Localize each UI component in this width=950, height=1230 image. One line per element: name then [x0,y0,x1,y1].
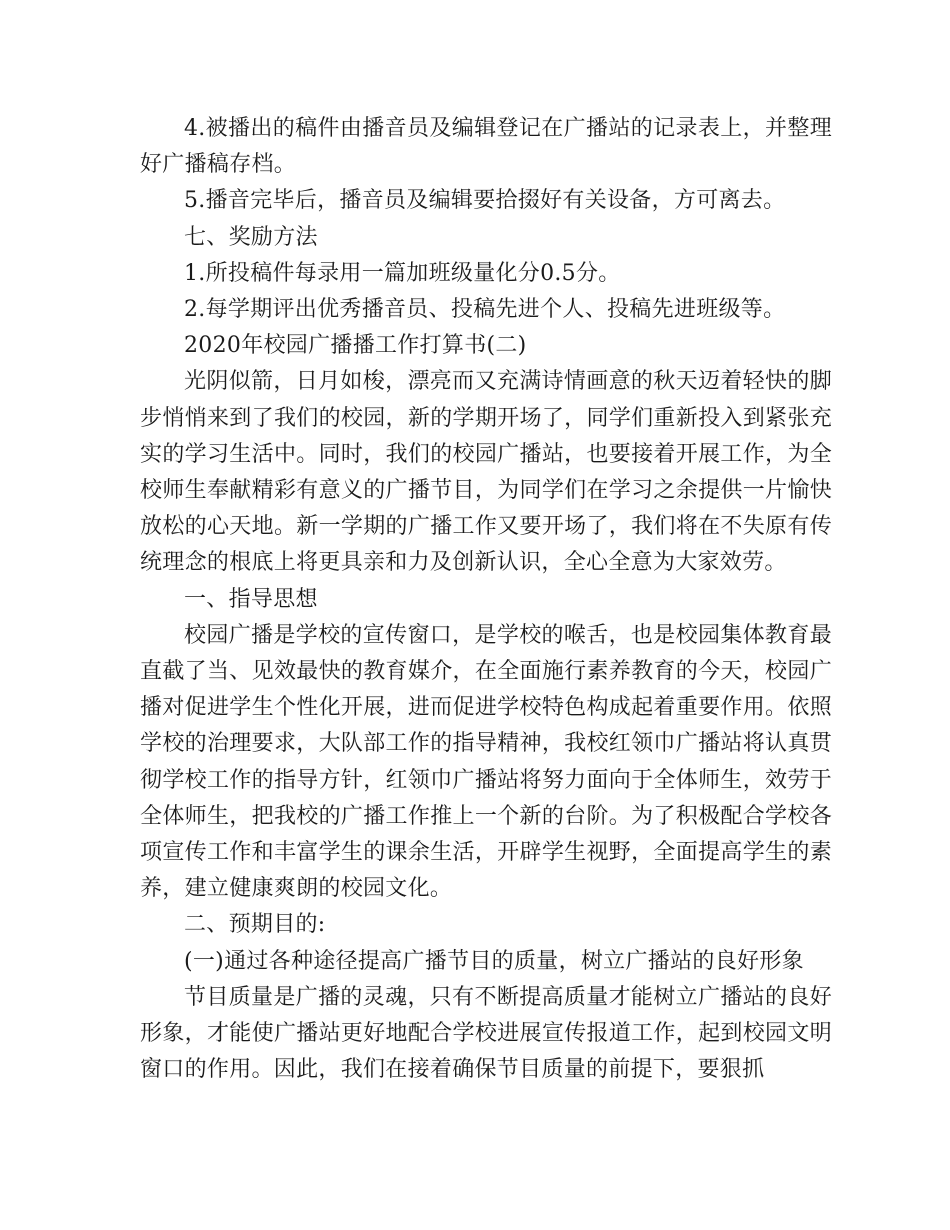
section-heading-guiding-thought: 一、指导思想 [184,586,318,612]
subsection-heading-quality: (一)通过各种途径提高广播节目的质量，树立广播站的良好形象 [184,948,804,974]
paragraph-item-4: 4.被播出的稿件由播音员及编辑登记在广播站的记录表上，并整理好广播稿存档。 [140,116,832,178]
paragraph-item-5: 5.播音完毕后，播音员及编辑要拾掇好有关设备，方可离去。 [184,188,786,214]
paragraph-reward-1: 1.所投稿件每录用一篇加班级量化分0.5分。 [184,260,621,286]
document-subtitle: 2020年校园广播播工作打算书(二) [184,333,527,359]
paragraph-quality: 节目质量是广播的灵魂，只有不断提高质量才能树立广播站的良好形象，才能使广播站更好地配合学校进展宣传报道工作，起到校园文明窗口的作用。因此，我们在接着确保节目质量的前提下，要狠抓 [140,984,832,1083]
section-heading-goals: 二、预期目的: [184,912,326,938]
section-heading-reward: 七、奖励方法 [184,224,318,250]
paragraph-intro: 光阴似箭，日月如梭，漂亮而又充满诗情画意的秋天迈着轻快的脚步悄悄来到了我们的校园，新的学期开场了，同学们重新投入到紧张充实的学习生活中。同时，我们的校园广播站，也要接着开展工作，为全校师生奉献精彩有意义的广播节目，为同学们在学习之余提供一片愉快放松的心天地。新一学期的广播工作又要开场了，我们将在不失原有传统理念的根底上将更具亲和力及创新认识，全心全意为大家效劳。 [140,369,832,576]
paragraph-guiding-thought: 校园广播是学校的宣传窗口，是学校的喉舌，也是校园集体教育最直截了当、见效最快的教育媒介，在全面施行素养教育的今天，校园广播对促进学生个性化开展，进而促进学校特色构成起着重要作用。依照学校的治理要求，大队部工作的指导精神，我校红领巾广播站将认真贯彻学校工作的指导方针，红领巾广播站将努力面向于全体师生，效劳于全体师生，把我校的广播工作推上一个新的台阶。为了积极配合学校各项宣传工作和丰富学生的课余生活，开辟学生视野，全面提高学生的素养，建立健康爽朗的校园文化。 [140,622,832,902]
paragraph-reward-2: 2.每学期评出优秀播音员、投稿先进个人、投稿先进班级等。 [184,297,786,323]
document-body [140,111,832,1088]
